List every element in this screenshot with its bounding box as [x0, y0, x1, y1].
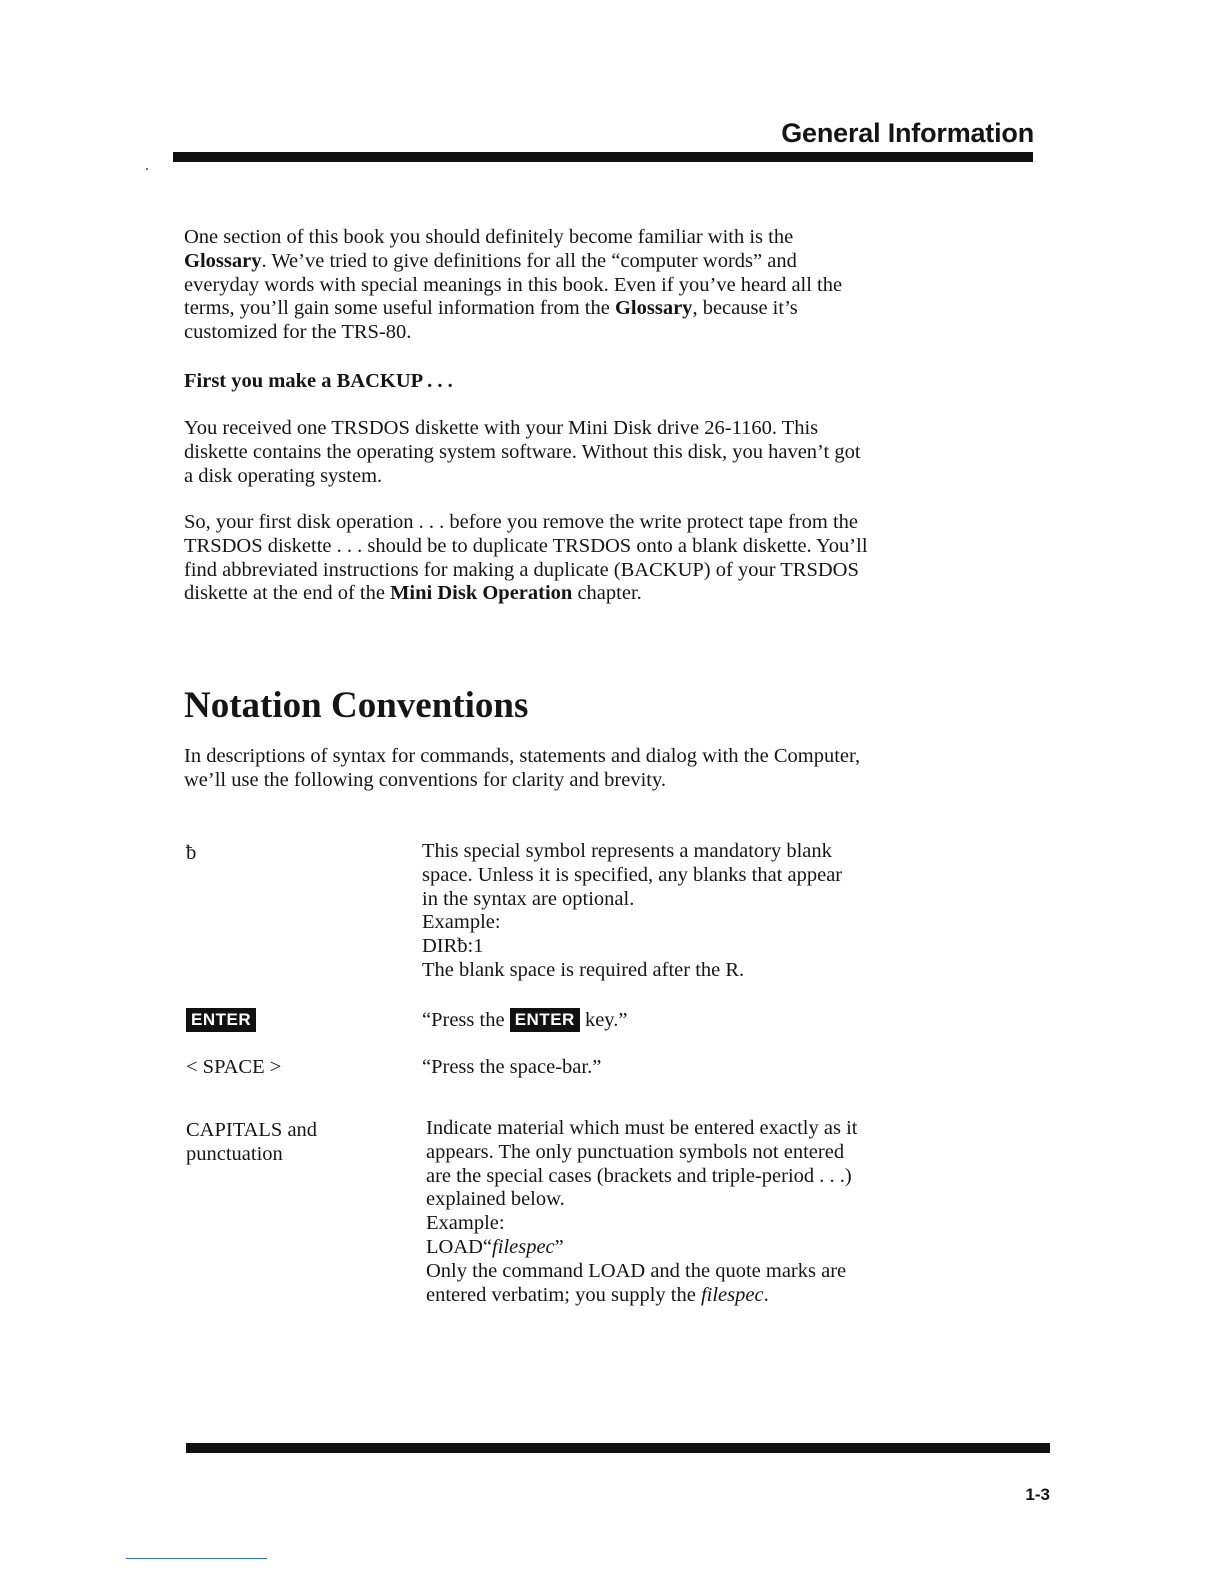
- capitals-example-cmd: LOAD“: [426, 1235, 493, 1258]
- footer-link-underline: [126, 1558, 267, 1559]
- backup-text-end: chapter.: [572, 582, 642, 605]
- backup-paragraph-1: You received one TRSDOS diskette with your Mini Disk drive 26-1160. This diskette contains the operating system software. Without this disk, you haven’t got a disk operating system.: [184, 417, 861, 487]
- capitals-term-line-2: punctuation: [186, 1142, 283, 1165]
- enter-key-icon: ENTER: [186, 1008, 256, 1032]
- capitals-note-text: Only the command LOAD and the quote marks are entered verbatim; you supply the: [426, 1259, 847, 1306]
- capitals-term: [186, 1119, 317, 1167]
- capitals-desc-text: Indicate material which must be entered exactly as it appears. The only punctuation symbols not entered are the special cases (brackets and triple-period . . .) explained below.: [426, 1117, 858, 1211]
- intro-text-3: , because it’s customized for the TRS-80.: [184, 297, 798, 344]
- blank-desc-note: The blank space is required after the R.: [422, 958, 745, 981]
- page-number: 1-3: [1025, 1485, 1050, 1504]
- intro-text-1: One section of this book you should definitely become familiar with is the: [184, 226, 794, 248]
- space-term: < SPACE >: [186, 1056, 282, 1078]
- enter-key-inline-icon: ENTER: [510, 1008, 580, 1032]
- glossary-ref: Glossary: [184, 249, 262, 272]
- capitals-example-label: Example:: [426, 1212, 505, 1235]
- capitals-example-close: ”: [554, 1235, 564, 1258]
- backup-subheading: First you make a BACKUP . . .: [184, 370, 453, 392]
- capitals-note-var: filespec: [700, 1283, 764, 1306]
- enter-key-description: [422, 1008, 862, 1033]
- notation-section-title: Notation Conventions: [184, 685, 529, 726]
- backup-paragraph-2: [184, 511, 874, 606]
- capitals-note-end: .: [763, 1283, 769, 1306]
- blank-example-label: Example:: [422, 911, 501, 934]
- capitals-example-var: filespec: [492, 1235, 555, 1258]
- blank-symbol-term: ƀ: [186, 842, 197, 864]
- intro-text-2: . We’ve tried to give definitions for all the “computer words” and everyday words with special meanings in this book. Even if you’ve heard all the terms, you’ll gain some useful information from the: [184, 249, 843, 320]
- enter-key-term: [186, 1008, 256, 1033]
- notation-intro: In descriptions of syntax for commands, statements and dialog with the Computer, we’ll use the following conventions for clarity and brevity.: [184, 745, 861, 791]
- mini-disk-operation-ref: Mini Disk Operation: [390, 582, 573, 605]
- capitals-term-line-1: CAPITALS and: [186, 1119, 318, 1141]
- page-header-title: General Information: [781, 118, 1034, 148]
- space-description: “Press the space-bar.”: [422, 1056, 602, 1078]
- blank-example: DIRƀ:1: [422, 935, 484, 958]
- capitals-desc-note: [426, 1260, 866, 1308]
- capitals-example: [426, 1236, 866, 1260]
- blank-symbol-description: [422, 840, 862, 983]
- capitals-description: [426, 1117, 866, 1307]
- intro-paragraph: [184, 226, 874, 345]
- scan-speck: [146, 168, 148, 170]
- blank-desc-text: This special symbol represents a mandatory blank space. Unless it is specified, any blanks that appear in the syntax are optional.: [422, 840, 843, 910]
- backup-text: So, your first disk operation . . . before you remove the write protect tape from the TRSDOS diskette . . . should be to duplicate TRSDOS onto a blank diskette. You’ll find abbreviated instructions for making a duplicate (BACKUP) of your TRSDOS diskette at the end of the: [184, 511, 868, 605]
- glossary-ref-2: Glossary: [614, 297, 693, 320]
- footer-rule: [186, 1443, 1050, 1453]
- header-rule: [173, 152, 1033, 162]
- enter-desc-post: key.”: [579, 1009, 628, 1031]
- enter-desc-pre: “Press the: [422, 1009, 510, 1031]
